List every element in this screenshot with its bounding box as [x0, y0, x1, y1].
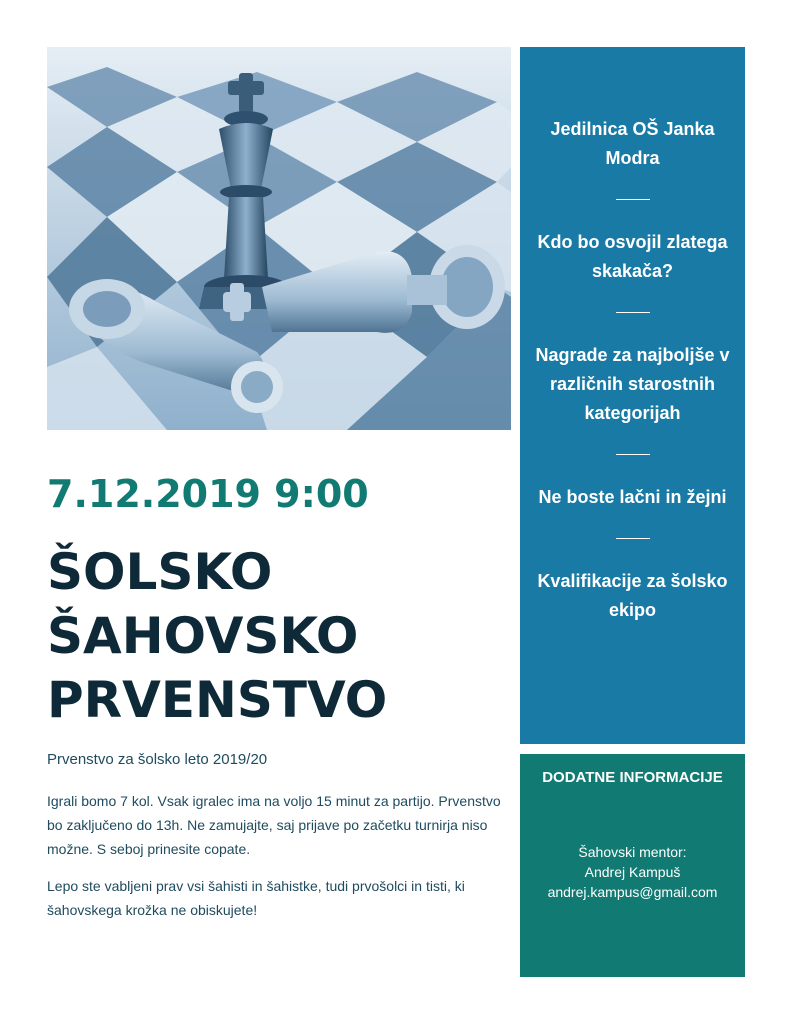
- highlight-prize-question: Kdo bo osvojil zlatega skakača?: [537, 232, 728, 281]
- highlight-food: Ne boste lačni in žejni: [538, 487, 727, 507]
- description-paragraph: Lepo ste vabljeni prav vsi šahisti in šahistke, tudi prvošolci in tisti, ki šahovskega krožka ne obiskujete!: [47, 878, 465, 918]
- highlight-awards: Nagrade za najboljše v različnih starostnih kategorijah: [535, 345, 730, 423]
- mentor-name: Andrej Kampuš: [584, 864, 681, 880]
- info-title: DODATNE INFORMACIJE: [542, 769, 723, 786]
- event-title: [47, 540, 507, 732]
- event-subtitle: Prvenstvo za šolsko leto 2019/20: [47, 751, 268, 768]
- divider: [616, 199, 650, 200]
- highlight-qualifications: Kvalifikacije za šolsko ekipo: [537, 571, 728, 620]
- chess-photo: [47, 47, 511, 430]
- chess-king-illustration: [47, 47, 511, 430]
- event-date-time: 7.12.2019 9:00: [47, 472, 369, 516]
- divider: [616, 312, 650, 313]
- event-title-line: ŠAHOVSKO: [47, 607, 359, 665]
- mentor-email: andrej.kampus@gmail.com: [547, 884, 718, 900]
- event-title-line: ŠOLSKO: [47, 543, 273, 601]
- mentor-label: Šahovski mentor:: [578, 844, 687, 860]
- highlights-sidebar: [520, 47, 745, 744]
- highlight-location: Jedilnica OŠ Janka Modra: [550, 119, 715, 168]
- event-title-line: PRVENSTVO: [47, 671, 388, 729]
- additional-info-box: [520, 754, 745, 977]
- event-description: [47, 789, 509, 935]
- description-paragraph: Igrali bomo 7 kol. Vsak igralec ima na voljo 15 minut za partijo. Prvenstvo bo zaključeno do 13h. Ne zamujajte, saj prijave po začetku turnirja niso možne. S seboj prinesite copate.: [47, 793, 501, 857]
- contact-details: [520, 842, 745, 902]
- divider: [616, 538, 650, 539]
- divider: [616, 454, 650, 455]
